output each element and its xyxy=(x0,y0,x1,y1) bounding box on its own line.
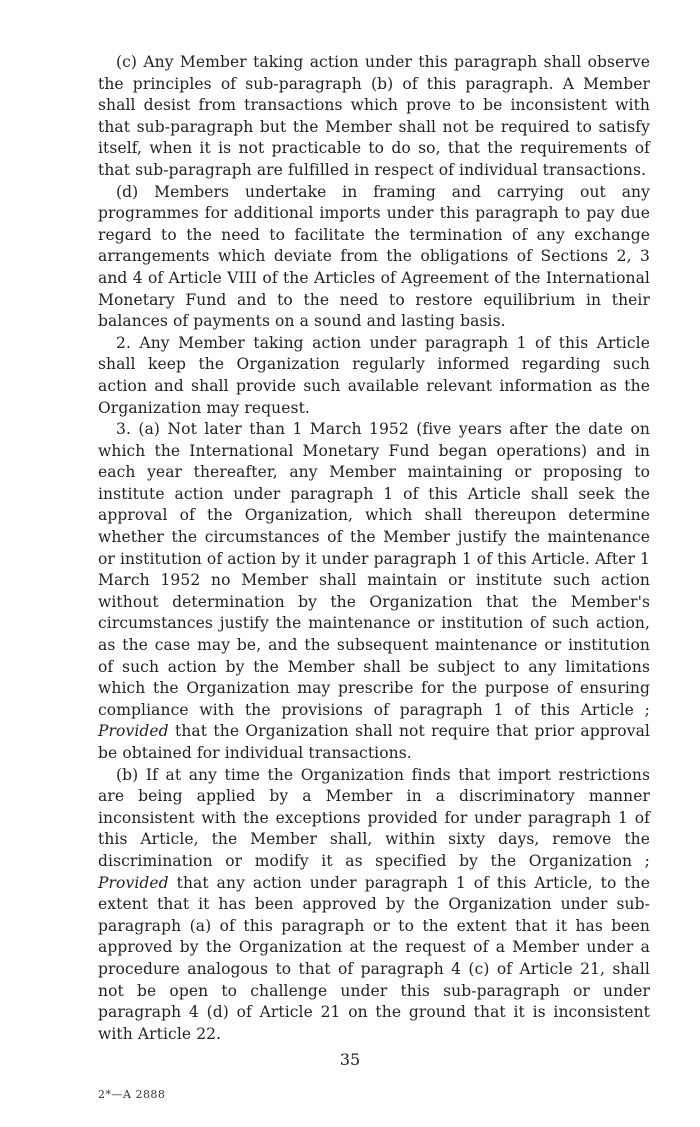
paragraph-text: that any action under paragraph 1 of this Article, to the extent that it has been approved by the Organization under sub-paragraph (a) of this paragraph or to the extent that it has been approved by the Organization at the request of a Member under a procedure analogous to that of paragraph 4 (c) of Article 21, shall not be open to challenge under this sub-paragraph or under paragraph 4 (d) of Article 21 on the ground that it is inconsistent with Article 22. xyxy=(98,873,650,1043)
paragraph-d xyxy=(98,182,650,333)
paragraph-text: Members undertake in framing and carrying out any programmes for additional imports under this paragraph to pay due regard to the need to facilitate the termination of any exchange arrangements which deviate from the obligations of Sections 2, 3 and 4 of Article VIII of the Articles of Agreement of the International Monetary Fund and to the need to restore equilibrium in their balances of payments on a sound and lasting basis. xyxy=(98,182,650,331)
paragraph-c xyxy=(98,52,650,182)
page-number: 35 xyxy=(339,1050,361,1069)
paragraph-text: Not later than 1 March 1952 (five years after the date on which the International Monetary Fund began operations) and in each year thereafter, any Member maintaining or proposing to institute action under paragraph 1 of this Article shall seek the approval of the Organization, which shall thereupon determine whether the circumstances of the Member justify the maintenance or institution of action by it under paragraph 1 of this Article. After 1 March 1952 no Member shall maintain or institute such action without determination by the Organization that the Member's circumstances justify the maintenance or institution of such action, as the case may be, and the subsequent maintenance or institution of such action by the Member shall be subject to any limitations which the Organization may prescribe for the purpose of ensuring compliance with the provisions of paragraph 1 of this Article ; xyxy=(98,420,651,719)
provided-term: Provided xyxy=(98,873,169,892)
paragraph-text: 2. Any Member taking action under paragraph 1 of this Article shall keep the Organization regularly informed regarding such action and shall provide such available relevant information as the Organization may request. xyxy=(98,333,650,417)
paragraph-label: (a) xyxy=(138,420,161,439)
paragraph-3b xyxy=(98,765,650,1046)
paragraph-text: If at any time the Organization finds that import restrictions are being applied by a Member in a discriminatory manner inconsistent with the exceptions provided for under paragraph 1 of this Article, the Member shall, within sixty days, remove the discrimination or modify it as specified by the Organization ; xyxy=(98,765,650,870)
paragraph-number: 3. xyxy=(116,420,139,439)
paragraph-label: (c) xyxy=(116,53,138,71)
paragraph-text: that the Organization shall not require that prior approval be obtained for individual transactions. xyxy=(98,722,650,762)
paragraph-3a xyxy=(98,419,650,765)
provided-term: Provided xyxy=(98,722,169,741)
printer-signature-mark: 2*—A 2888 xyxy=(98,1088,166,1101)
paragraph-label: (d) xyxy=(116,182,139,201)
paragraph-label: (b) xyxy=(116,765,139,784)
paragraph-text: Any Member taking action under this paragraph shall observe the principles of sub-paragraph (b) of this paragraph. A Member shall desist from transactions which prove to be inconsistent with that sub-paragraph but the Member shall not be required to satisfy itself, when it is not practicable to do so, that the requirements of that sub-paragraph are fulfilled in respect of individual transactions. xyxy=(98,53,650,179)
document-body xyxy=(98,52,650,1045)
paragraph-2 xyxy=(98,333,650,419)
